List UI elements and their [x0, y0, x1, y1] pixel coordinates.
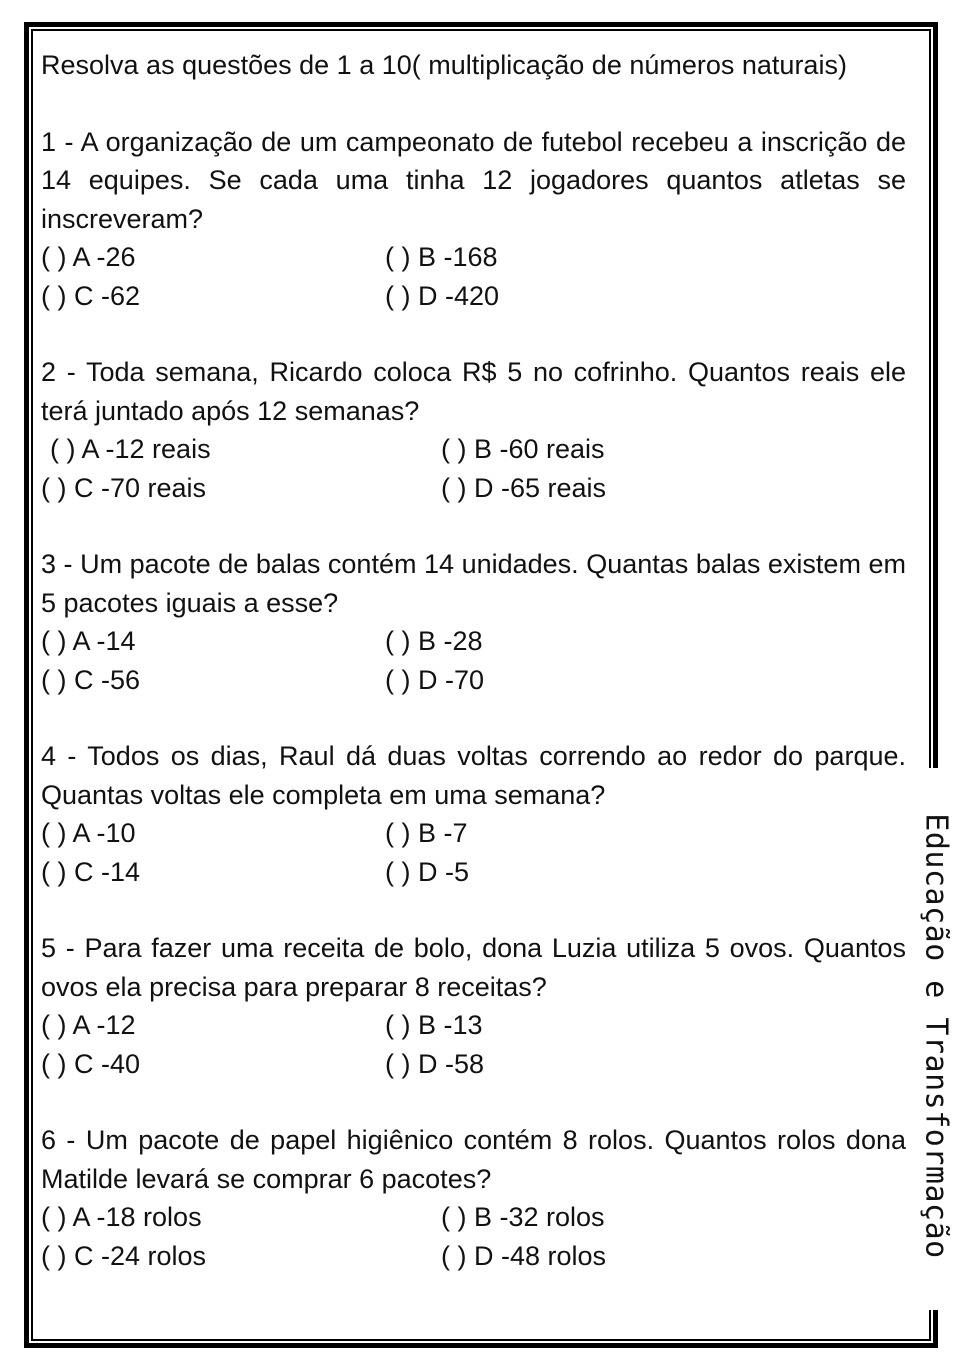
option-b[interactable]: ( ) B -28 — [385, 626, 483, 656]
question-6 — [41, 1121, 906, 1275]
option-c[interactable]: ( ) C -40 — [41, 1048, 141, 1079]
answer-options — [41, 430, 906, 507]
option-d[interactable]: ( ) D -420 — [385, 280, 500, 311]
option-d[interactable]: ( ) D -70 — [385, 664, 485, 695]
option-d[interactable]: ( ) D -48 rolos — [441, 1240, 607, 1271]
option-c[interactable]: ( ) C -70 reais — [41, 472, 207, 503]
answer-options — [41, 1198, 906, 1275]
question-text: 6 - Um pacote de papel higiênico contém 8 rolos. Quantos rolos dona Matilde levará se comprar 6 pacotes? — [41, 1125, 906, 1194]
option-c[interactable]: ( ) C -24 rolos — [41, 1240, 207, 1271]
question-5 — [41, 929, 906, 1083]
question-text: 3 - Um pacote de balas contém 14 unidades. Quantas balas existem em 5 pacotes iguais a esse? — [41, 549, 906, 618]
option-a[interactable]: ( ) A -18 rolos — [41, 1202, 202, 1232]
question-text: 5 - Para fazer uma receita de bolo, dona Luzia utiliza 5 ovos. Quantos ovos ela precisa para preparar 8 receitas? — [41, 933, 906, 1002]
option-a[interactable]: ( ) A -12 reais — [50, 434, 211, 464]
answer-options — [41, 1006, 906, 1083]
option-c[interactable]: ( ) C -62 — [41, 280, 141, 311]
question-text: 1 - A organização de um campeonato de futebol recebeu a inscrição de 14 equipes. Se cada uma tinha 12 jogadores quantos atletas se inscreveram? — [41, 126, 906, 234]
worksheet-content — [41, 46, 906, 1313]
option-d[interactable]: ( ) D -65 reais — [441, 472, 607, 503]
question-1 — [41, 123, 906, 316]
question-text: 2 - Toda semana, Ricardo coloca R$ 5 no cofrinho. Quantos reais ele terá juntado após 12 semanas? — [41, 357, 906, 426]
answer-options — [41, 622, 906, 699]
option-b[interactable]: ( ) B -32 rolos — [441, 1202, 605, 1232]
option-d[interactable]: ( ) D -5 — [385, 856, 469, 887]
option-a[interactable]: ( ) A -12 — [41, 1010, 136, 1040]
option-b[interactable]: ( ) B -7 — [385, 818, 468, 848]
option-c[interactable]: ( ) C -14 — [41, 856, 141, 887]
question-2 — [41, 353, 906, 507]
side-watermark-label: Educação e Transformação — [918, 813, 954, 1259]
option-a[interactable]: ( ) A -14 — [41, 626, 136, 656]
option-d[interactable]: ( ) D -58 — [385, 1048, 485, 1079]
option-b[interactable]: ( ) B -168 — [385, 242, 498, 272]
option-c[interactable]: ( ) C -56 — [41, 664, 141, 695]
option-b[interactable]: ( ) B -13 — [385, 1010, 483, 1040]
instructions: Resolva as questões de 1 a 10( multiplicação de números naturais) — [41, 50, 847, 80]
option-a[interactable]: ( ) A -26 — [41, 242, 136, 272]
answer-options — [41, 238, 906, 315]
question-3 — [41, 545, 906, 699]
question-4 — [41, 737, 906, 891]
answer-options — [41, 814, 906, 891]
option-a[interactable]: ( ) A -10 — [41, 818, 136, 848]
question-text: 4 - Todos os dias, Raul dá duas voltas correndo ao redor do parque. Quantas voltas ele completa em uma semana? — [41, 741, 906, 810]
option-b[interactable]: ( ) B -60 reais — [441, 434, 605, 464]
